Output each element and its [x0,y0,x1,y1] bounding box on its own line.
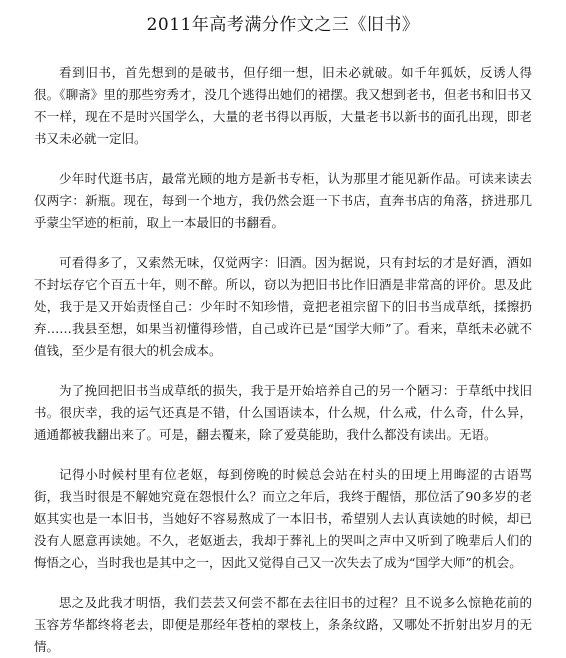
paragraph-2: 少年时代逛书店，最常光顾的地方是新书专柜，认为那里才能见新作品。可读来读去仅两字：新瓶。现在，每到一个地方，我仍然会逛一下书店，直奔书店的角落，挤进那几乎蒙尘罕迹的柜前，取上一本最旧的书翻看。 [34,171,532,230]
paragraph-3: 可看得多了，又索然无味，仅觉两字：旧酒。因为据说，只有封坛的才是好酒，酒如不封坛存它个百五十年，则不醉。所以，窃以为把旧书比作旧酒是非常高的评价。思及此处，我于是又开始责怪自己：少年时不知珍惜，竟把老祖宗留下的旧书当成草纸，揉擦扔弃……我县至想，如果当初懂得珍惜，自己或许已是“国学大师”了。看来，草纸未必就不值钱，至少是有很大的机会成本。 [34,255,532,358]
paragraph-5: 记得小时候村里有位老妪，每到傍晚的时候总会站在村头的田埂上用晦涩的古语骂街，我当时很是不解她究竟在怨恨什么？而立之年后，我终于醒悟，那位活了90多岁的老妪其实也是一本旧书，当她好不容易熬成了一本旧书，希望别人去认真读她的时候，却已没有人愿意再读她。不久，老妪逝去，我却于葬礼上的哭叫之声中又听到了晚辈后人们的悔悟之心，当时我也是其中之一，因此又觉得自己又一次失去了成为“国学大师”的机会。 [34,467,532,570]
document-title: 2011年高考满分作文之三《旧书》 [146,15,420,35]
paragraph-4: 为了挽回把旧书当成草纸的损失，我于是开始培养自己的另一个陋习：于草纸中找旧书。很庆幸，我的运气还真是不错，什么国语读本，什么规，什么戒，什么奇，什么异，通通都被我翻出来了。可是，翻去覆来，除了爱莫能助，我什么都没有读出。无语。 [34,383,532,442]
paragraph-6: 思之及此我才明悟，我们芸芸又何尝不都在去往旧书的过程？且不说多么惊艳花前的玉容芳华都终将老去，即便是那经年苍柏的翠枝上，条条纹路，又哪处不折射出岁月的无情。 [34,595,532,654]
paragraph-1: 看到旧书，首先想到的是破书，但仔细一想，旧未必就破。如千年狐妖，反诱人得很。《聊斋》里的那些穷秀才，没几个逃得出她们的裙摆。我又想到老书，但老书和旧书又不一样，现在不是时兴国学么，大量的老书得以再版，大量老书以新书的面孔出现，即老书又未必就一定旧。 [34,65,532,146]
